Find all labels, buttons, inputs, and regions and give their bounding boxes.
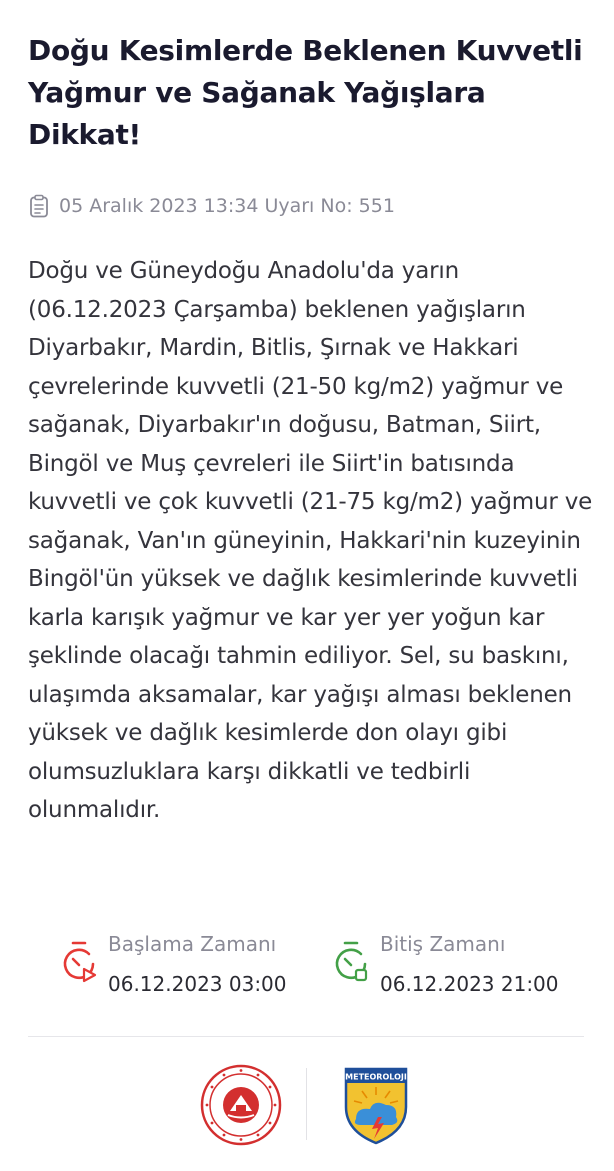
alert-meta (28, 192, 395, 220)
start-time-value: 06.12.2023 03:00 (108, 972, 287, 996)
start-time-block (60, 930, 287, 998)
meteoroloji-logo-text: METEOROLOJI (345, 1072, 407, 1082)
end-time-value: 06.12.2023 21:00 (380, 972, 559, 996)
end-time-label: Bitiş Zamanı (380, 932, 506, 956)
ministry-seal-logo (200, 1064, 282, 1146)
section-divider (28, 1036, 584, 1037)
end-time-block (332, 930, 559, 998)
meteoroloji-logo (342, 1063, 410, 1145)
timer-start-icon (60, 940, 98, 984)
logo-separator (306, 1068, 307, 1140)
timer-end-icon (332, 940, 370, 984)
alert-body: Doğu ve Güneydoğu Anadolu'da yarın (06.12.2023 Çarşamba) beklenen yağışların Diyarbakır, Mardin, Bitlis, Şırnak ve Hakkari çevrelerinde kuvvetli (21-50 kg/m2) yağmur ve sağanak, Diyarbakır'ın doğusu, Batman, Siirt, Bingöl ve Muş çevreleri ile Siirt'in batısında kuvvetli ve çok kuvvetli (21-75 kg/m2) yağmur ve sağanak, Van'ın güneyinin, Hakkari'nin kuzeyinin Bingöl'ün yüksek ve dağlık kesimlerinde kuvvetli karla karışık yağmur ve kar yer yer yoğun kar şeklinde olacağı tahmin ediliyor. Sel, su baskını, ulaşımda aksamalar, kar yağışı alması beklenen yüksek ve dağlık kesimlerde don olayı gibi olumsuzluklara karşı dikkatli ve tedbirli olunmalıdır. (28, 258, 593, 823)
clipboard-icon (28, 194, 50, 218)
start-time-label: Başlama Zamanı (108, 932, 277, 956)
alert-title: Doğu Kesimlerde Beklenen Kuvvetli Yağmur ve Sağanak Yağışlara Dikkat! (28, 34, 583, 151)
alert-meta-text: 05 Aralık 2023 13:34 Uyarı No: 551 (59, 195, 395, 217)
